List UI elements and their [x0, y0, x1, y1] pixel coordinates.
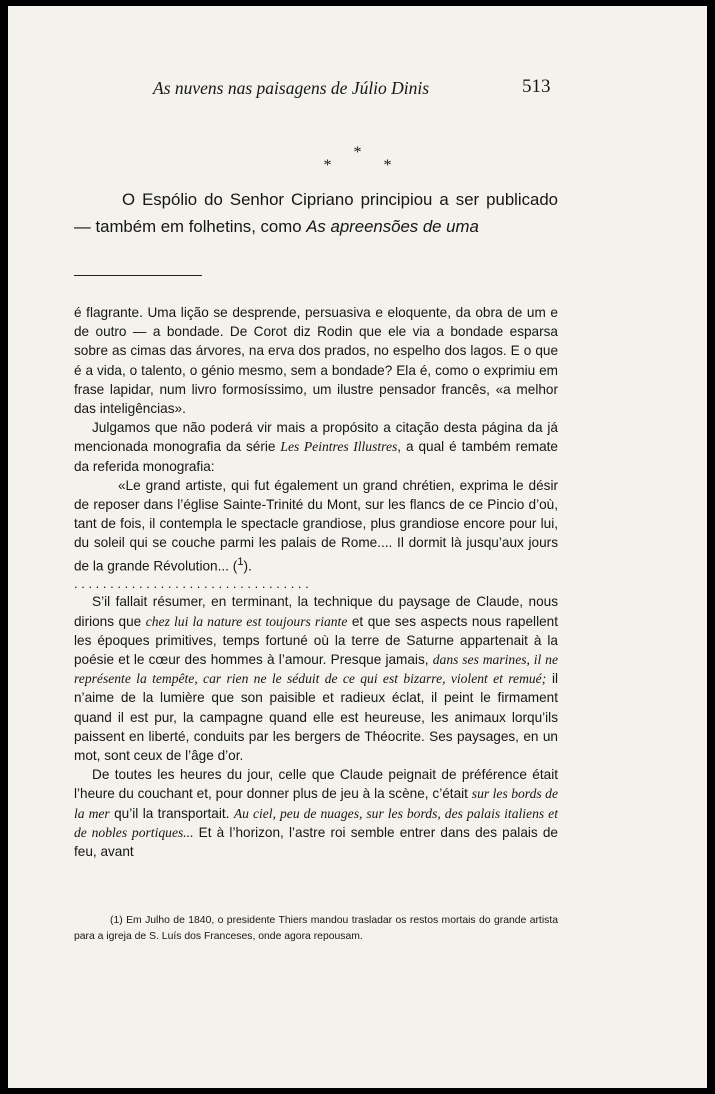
- running-title: As nuvens nas paisagens de Júlio Dinis: [153, 78, 430, 98]
- asterism-bottom: * *: [323, 157, 392, 174]
- book-page: [8, 6, 707, 1088]
- intro-title-italic: As apreensões de uma: [306, 217, 479, 236]
- french-quote: [74, 476, 558, 576]
- p4-italic-2: Au ciel, peu de nuages, sur les bords, des palais italiens et de nobles portiques...: [74, 805, 558, 840]
- quote-text: «Le grand artiste, qui fut également un grand chrétien, exprima le désir de reposer dans l’église Sainte-Trinité du Mont, sur les flancs de ce Pincio d’où, tant de fois, il contempla le spectacle grandiose, plus grandiose encore pour lui, du soleil qui se couche parmi les palais de Rome.... Il dormit là jusqu’aux jours de la grande Révolution... (: [74, 477, 558, 574]
- paragraph-3: [74, 592, 558, 765]
- p3-italic-2: dans ses marines, il ne représente la tempête, car rien ne le séduit de ce qui est bizarre, violent et remué;: [74, 651, 558, 687]
- quote-close: ).: [243, 558, 252, 574]
- paragraph-2-text: Julgamos que não poderá vir mais a propósito a citação desta página da já mencionada monografia da série: [74, 420, 558, 455]
- p3-text-c: il n’aime de la lumière que son paisible et radieux éclat, il peint le firmament quand il est pur, la campagne quand elle est heureuse, les animaux lorqu’ils paissent en liberté, conduits par les bergers de Théocrite. Ses paysages, en un mot, sont ceux de l’âge d’or.: [74, 671, 558, 763]
- paragraph-1: é flagrante. Uma lição se desprende, persuasiva e eloquente, da obra de um e de outro — a bondade. De Corot diz Rodin que ele via a bondade esparsa sobre as cimas das árvores, na erva dos prados, no espelho dos lagos. E o que é a vida, o talento, o génio mesmo, sem a bondade? Ela é, como o exprimiu em frase lapidar, num livro formosíssimo, um ilustre pensador francês, «a melhor das inteligências».: [74, 305, 558, 417]
- footnote: [74, 913, 558, 945]
- p3-italic-1: chez lui la nature est toujours riante: [145, 613, 348, 629]
- p4-text-b: qu’il la transportait.: [109, 805, 234, 821]
- p4-text-a: De toutes les heures du jour, celle que Claude peignait de préférence était l’heure du couchant et, pour donner plus de jeu à la scène, c’était: [74, 767, 558, 802]
- page-number: 513: [522, 76, 551, 97]
- footnote-marker: (1): [110, 915, 123, 926]
- body-text: [74, 303, 558, 861]
- paragraph-2: [74, 418, 558, 476]
- paragraph-2-end: , a qual é também remate da referida monografia:: [74, 439, 558, 474]
- intro-paragraph: [74, 186, 558, 240]
- p4-italic-1: sur les bords de la mer: [74, 786, 558, 821]
- p3-text-b: et que ses aspects nous rapellent les époques primitives, temps fortuné où la terre de Saturne appartenait à la poésie et le cœur des hommes à l’amour. Presque jamais,: [74, 613, 558, 667]
- footnote-rule: [74, 275, 202, 276]
- asterism-top: *: [353, 144, 362, 161]
- footnote-text: Em Julho de 1840, o presidente Thiers mandou trasladar os restos mortais do grande artista para a igreja de S. Luís dos Franceses, onde agora repousam.: [74, 915, 558, 942]
- p3-text-a: S’il fallait résumer, en terminant, la technique du paysage de Claude, nous dirions que: [74, 594, 558, 629]
- paragraph-4: [74, 765, 558, 861]
- ellipsis-row: . . . . . . . . . . . . . . . . . . . . . . . . . . . . . . . . .: [74, 576, 309, 592]
- section-break-asterism: [8, 146, 707, 172]
- series-title: Les Peintres Illustres: [280, 439, 398, 455]
- intro-lead: O Espólio do Senhor Cipriano principiou a ser publicado — também em folhetins, como: [74, 190, 558, 236]
- footnote-ref: 1: [237, 555, 244, 568]
- p4-text-c: Et à l’horizon, l’astre roi semble entrer dans des palais de feu, avant: [74, 824, 558, 860]
